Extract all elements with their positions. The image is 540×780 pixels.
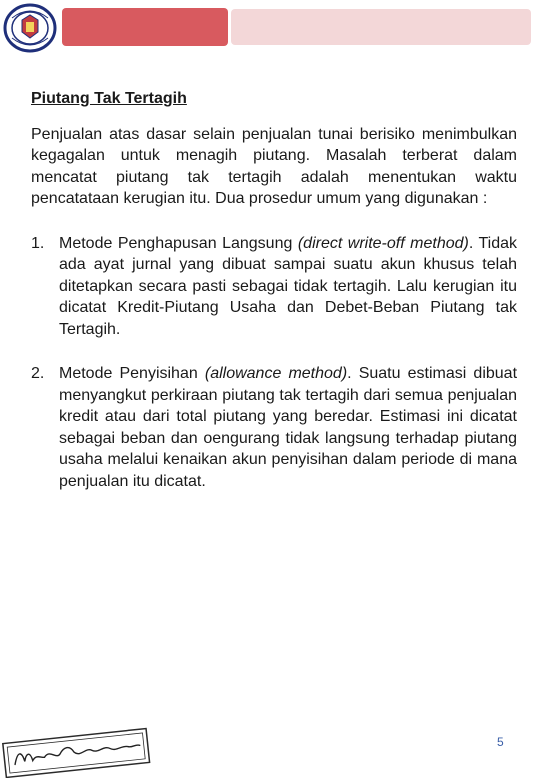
page-header [0, 0, 540, 60]
intro-paragraph: Penjualan atas dasar selain penjualan tunai berisiko menimbulkan kegagalan untuk menagih piutang. Masalah terberat dalam mencatat piutang tak tertagih adalah menentukan waktu pencatataan kerugian itu. Dua prosedur umum yang digunakan : [31, 125, 517, 207]
list-item-number: 1. [31, 234, 45, 252]
header-accent-bar [62, 8, 228, 46]
section-title: Piutang Tak Tertagih [31, 90, 187, 107]
list-item-lead: Metode Penyisihan [59, 365, 205, 382]
list-item-number: 2. [31, 365, 45, 382]
list-item-term: (direct write-off method) [297, 234, 469, 252]
method-list [31, 233, 517, 493]
header-light-bar [231, 9, 531, 45]
list-item [31, 233, 517, 341]
list-item-text: . Tidak ada ayat jurnal yang dibuat sampai suatu akun khusus telah ditetapkan secara pasti sebagai tidak tertagih. Lalu kerugian itu dicatat Kredit-Piutang Usaha dan Debet-Beban Piutang tak Tertagih. [59, 234, 518, 338]
list-item-lead: Metode Penghapusan Langsung [59, 234, 298, 252]
list-item [31, 363, 517, 492]
list-item-text: . Suatu estimasi dibuat menyangkut perkiraan piutang tak tertagih dari semua penjualan kredit atau dari total piutang yang beredar. Estimasi ini dicatat sebagai beban dan oengurang tidak langsung terhadap piutang usaha melalui kenaikan akun penyisihan dalam periode di mana penjualan itu dicatat. [59, 365, 518, 490]
list-item-term: (allowance method) [204, 365, 348, 382]
document-body [31, 88, 517, 515]
signature-image [0, 724, 152, 778]
page-number: 5 [497, 735, 504, 749]
university-seal-logo [2, 2, 58, 54]
